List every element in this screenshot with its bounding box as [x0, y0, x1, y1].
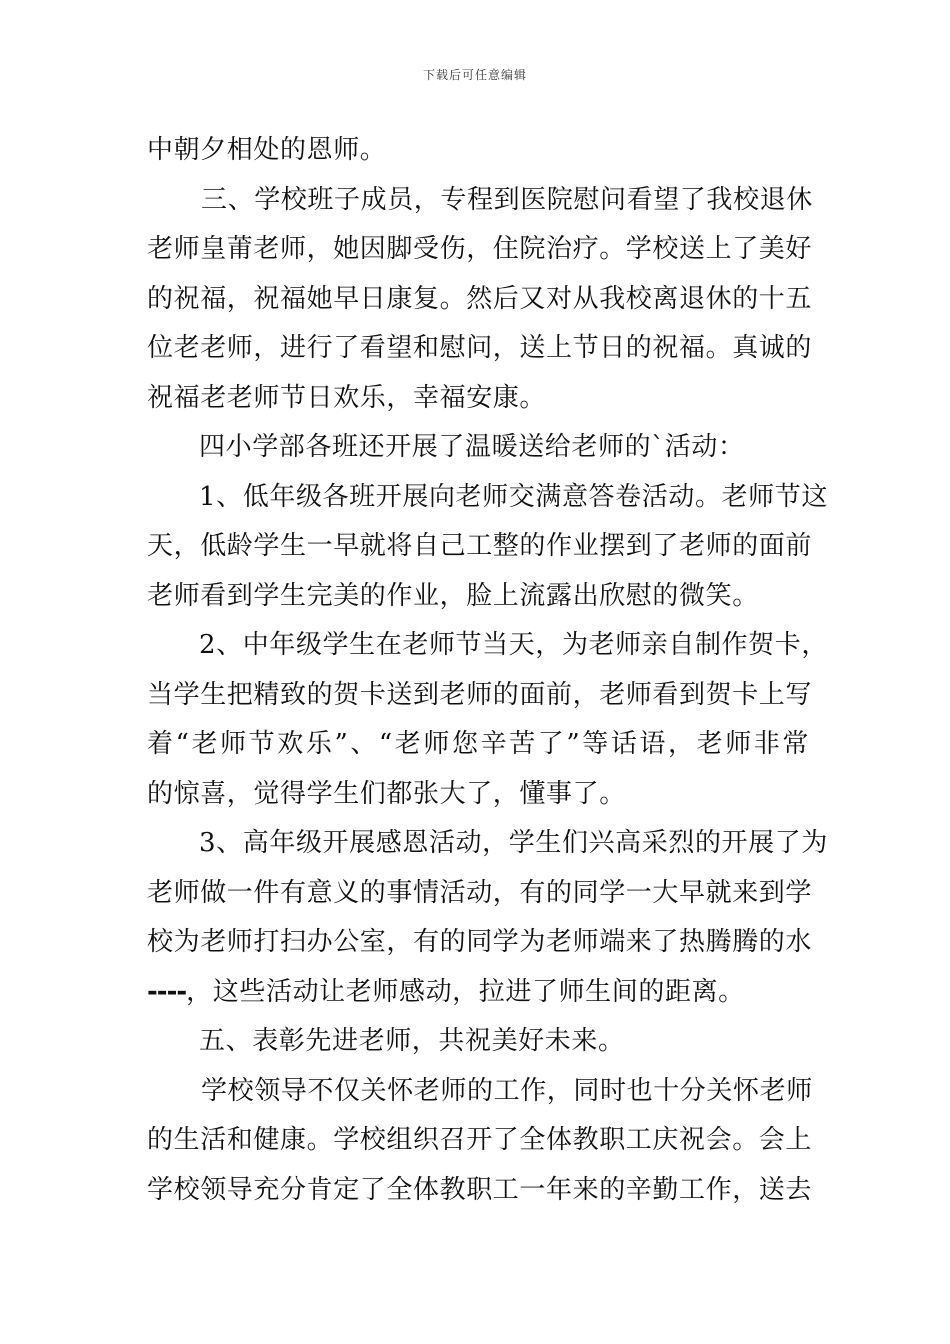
paragraph-line: 当学生把精致的贺卡送到老师的面前，老师看到贺卡上写: [147, 679, 813, 710]
paragraph-line: 2、中年级学生在老师节当天，为老师亲自制作贺卡，: [199, 630, 828, 660]
paragraph-line: 中朝夕相处的恩师。: [147, 135, 387, 165]
paragraph-line: 的惊喜，觉得学生们都张大了，懂事了。: [147, 778, 626, 809]
paragraph-line: 的祝福，祝福她早日康复。然后又对从我校离退休的十五: [147, 283, 813, 314]
document-body: [147, 126, 828, 1215]
paragraph-line-text: ，这些活动让老师感动，拉进了师生间的距离。: [186, 976, 745, 1007]
paragraph-line: 四小学部各班还开展了温暖送给老师的`活动：: [199, 432, 745, 462]
header-note: 下载后可任意编辑: [422, 68, 527, 82]
paragraph-line: 校为老师打扫办公室，有的同学为老师端来了热腾腾的水: [147, 927, 813, 957]
paragraph-line: 天，低龄学生一早就将自己工整的作业摆到了老师的面前: [147, 531, 813, 561]
paragraph-line: 学校领导不仅关怀老师的工作，同时也十分关怀老师: [201, 1075, 813, 1106]
paragraph-line: 祝福老老师节日欢乐，幸福安康。: [147, 382, 547, 413]
paragraph-line: 位老老师，进行了看望和慰问，送上节日的祝福。真诚的: [147, 333, 813, 363]
paragraph-line: 三、学校班子成员，专程到医院慰问看望了我校退休: [201, 184, 813, 215]
paragraph-line: 着“老师节欢乐”、“老师您辛苦了”等话语，老师非常: [147, 729, 809, 759]
paragraph-line: 老师看到学生完美的作业，脸上流露出欣慰的微笑。: [147, 580, 759, 611]
paragraph-line: 3、高年级开展感恩活动，学生们兴高采烈的开展了为: [199, 828, 828, 858]
paragraph-line: 老师做一件有意义的事情活动，有的同学一大早就来到学: [147, 877, 813, 908]
paragraph-line: 的生活和健康。学校组织召开了全体教职工庆祝会。会上: [147, 1125, 813, 1155]
paragraph-line: 老师皇莆老师，她因脚受伤，住院治疗。学校送上了美好: [147, 234, 813, 264]
paragraph-line: 学校领导充分肯定了全体教职工一年来的辛勤工作，送去: [147, 1174, 813, 1205]
ellipsis-dashes: ----: [147, 976, 187, 1007]
paragraph-line: 五、表彰先进老师，共祝美好未来。: [199, 1026, 625, 1056]
paragraph-line: [147, 968, 809, 1018]
paragraph-line: 1、低年级各班开展向老师交满意答卷活动。老师节这: [199, 481, 828, 512]
